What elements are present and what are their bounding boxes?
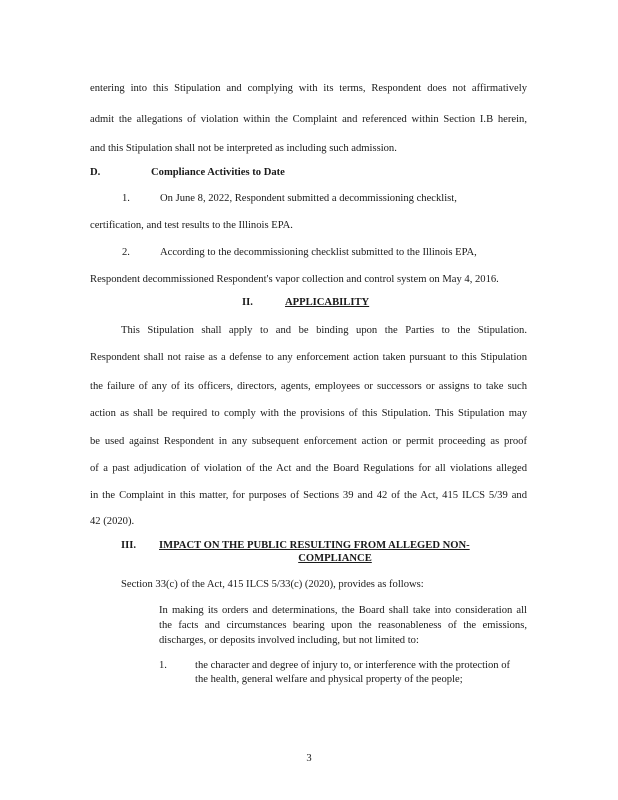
- intro-line-3: and this Stipulation shall not be interpreted as including such admission.: [90, 143, 397, 154]
- section-ii-line-4: action as shall be required to comply with the provisions of this Stipulation. This Stipulation may: [90, 408, 527, 419]
- section-d-item2-line2: Respondent decommissioned Respondent's vapor collection and control system on May 4, 2016.: [90, 274, 499, 285]
- section-ii-line-6: of a past adjudication of violation of the Act and the Board Regulations for all violations alleged: [90, 463, 527, 474]
- section-ii-line-2: Respondent shall not raise as a defense to any enforcement action taken pursuant to this Stipulation: [90, 352, 527, 363]
- section-iii-item1-line1: the character and degree of injury to, or interference with the protection of: [195, 660, 511, 671]
- section-iii-intro: Section 33(c) of the Act, 415 ILCS 5/33(c) (2020), provides as follows:: [121, 579, 424, 590]
- section-ii-heading: APPLICABILITY: [285, 297, 370, 308]
- section-iii-item1-line2: the health, general welfare and physical property of the people;: [195, 674, 463, 685]
- section-ii-line-8: 42 (2020).: [90, 516, 135, 527]
- section-ii-line-1: This Stipulation shall apply to and be binding upon the Parties to the Stipulation.: [121, 325, 527, 336]
- section-d-item2-line1: According to the decommissioning checklist submitted to the Illinois EPA,: [160, 247, 477, 258]
- section-ii-line-5: be used against Respondent in any subsequent enforcement action or permit proceeding as proof: [90, 436, 527, 447]
- section-d-item1-line2: certification, and test results to the Illinois EPA.: [90, 220, 293, 231]
- section-ii-line-3: the failure of any of its officers, directors, agents, employees or successors or assigns to take such: [90, 381, 527, 392]
- section-d-item1-line1: On June 8, 2022, Respondent submitted a decommissioning checklist,: [160, 193, 457, 204]
- page-number: 3: [306, 753, 312, 764]
- section-d-heading: Compliance Activities to Date: [151, 167, 285, 178]
- section-ii-line-7: in the Complaint in this matter, for purposes of Sections 39 and 42 of the Act, 415 ILCS 5/39 and: [90, 490, 527, 501]
- section-ii-numeral: II.: [242, 297, 253, 308]
- section-iii-heading-line2: COMPLIANCE: [298, 553, 372, 564]
- section-d-item2-number: 2.: [122, 247, 130, 258]
- section-iii-quote-line1: In making its orders and determinations, the Board shall take into consideration all: [159, 605, 527, 616]
- section-iii-numeral: III.: [121, 540, 137, 551]
- section-d-letter: D.: [90, 167, 101, 178]
- section-iii-heading-line1: IMPACT ON THE PUBLIC RESULTING FROM ALLEGED NON-: [159, 540, 470, 551]
- intro-line-1: entering into this Stipulation and complying with its terms, Respondent does not affirmatively: [90, 83, 527, 94]
- intro-line-2: admit the allegations of violation within the Complaint and referenced within Section I.B herein,: [90, 114, 527, 125]
- section-iii-quote-line2: the facts and circumstances bearing upon the reasonableness of the emissions,: [159, 620, 527, 631]
- section-iii-quote-line3: discharges, or deposits involved including, but not limited to:: [159, 635, 419, 646]
- section-iii-item1-number: 1.: [159, 660, 167, 671]
- section-d-item1-number: 1.: [122, 193, 130, 204]
